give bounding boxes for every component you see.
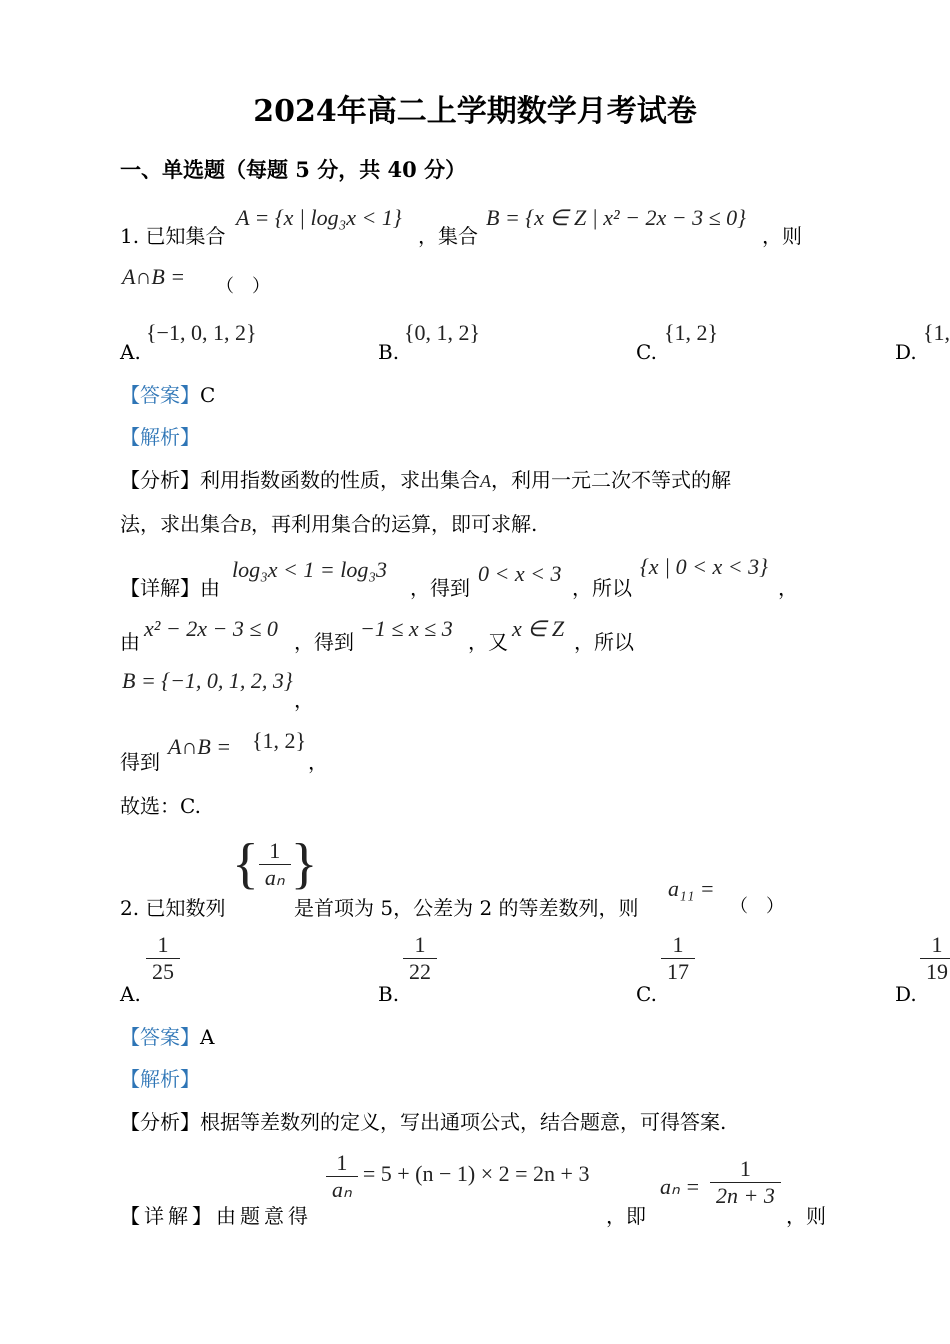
q2-option-d-value: $\frac{1}{19}$ <box>920 932 950 985</box>
q1-fenxi-line1: 【分析】利用指数函数的性质，求出集合A，利用一元二次不等式的解 <box>120 468 731 492</box>
q1-intersection: A∩B = <box>122 264 186 289</box>
q2-option-a-value: $\frac{1}{25}$ <box>146 932 180 985</box>
q1-answer: C <box>200 383 216 407</box>
q1-prefix: 1. 已知集合 <box>120 224 226 248</box>
q1-detail-formula-1: log₃x < 1 = log₃3 <box>232 557 387 582</box>
q2-detail-text-ze: ，则 <box>786 1204 826 1228</box>
q2-option-c-label: C. <box>636 982 657 1006</box>
q1-detail-text-5: ，又 <box>468 630 508 654</box>
q1-detail-text-1: ，得到 <box>410 576 470 600</box>
q2-target: a₁₁ = <box>668 876 715 901</box>
q1-option-c-label: C. <box>636 340 657 364</box>
q1-paren: （ ） <box>216 276 270 297</box>
q1-detail-formula-6: x ∈ Z <box>512 616 565 641</box>
q1-option-a-label: A. <box>120 340 141 364</box>
q1-set-a: A = {x | log₃x < 1} <box>236 205 402 230</box>
q2-mid: 是首项为 5，公差为 2 的等差数列，则 <box>294 896 639 920</box>
q1-detail-line1: 【详解】由 <box>120 576 220 600</box>
q1-answer-tag: 【答案】 <box>120 383 200 407</box>
q1-detail-text-8: 得到 <box>120 750 160 774</box>
q1-detail-formula-3: {x | 0 < x < 3} <box>640 554 768 579</box>
q1-detail-formula-9: {1, 2} <box>252 728 307 753</box>
q1-detail-text-7: ， <box>294 688 314 712</box>
q1-detail-text-2: ，所以 <box>572 576 632 600</box>
q2-detail-lead: 【详解】由题意得 <box>120 1204 312 1228</box>
page-title: 2024年高二上学期数学月考试卷 <box>253 94 697 129</box>
q2-option-c-value: $\frac{1}{17}$ <box>661 932 695 985</box>
q1-fenxi-line2: 法，求出集合B，再利用集合的运算，即可求解. <box>120 512 538 536</box>
section-heading: 一、单选题（每题 5 分，共 40 分） <box>120 157 467 182</box>
q1-set-b: B = {x ∈ Z | x² − 2x − 3 ≤ 0} <box>486 205 746 230</box>
q2-option-d-label: D. <box>895 982 917 1006</box>
q1-option-a-value: {−1, 0, 1, 2} <box>146 320 257 345</box>
q1-analysis-tag: 【解析】 <box>120 425 200 449</box>
q2-detail-an-lhs: aₙ = <box>660 1174 701 1199</box>
q2-answer: A <box>200 1025 215 1049</box>
q1-detail-text-9: ， <box>308 750 328 774</box>
q1-detail-formula-8: A∩B = <box>168 734 232 759</box>
q2-detail-text-ji: ，即 <box>606 1204 646 1228</box>
q2-prefix: 2. 已知数列 <box>120 896 226 920</box>
q2-fenxi: 【分析】根据等差数列的定义，写出通项公式，结合题意，可得答案. <box>120 1110 727 1134</box>
q1-detail-line2-you: 由 <box>120 630 140 654</box>
q2-option-b-label: B. <box>378 982 400 1006</box>
q2-answer-tag: 【答案】 <box>120 1025 200 1049</box>
q1-detail-text-3: ， <box>778 576 798 600</box>
q2-detail-equation: $\frac{1}{\text{aₙ}}$ = 5 + (n − 1) × 2 = 2n + 3 <box>326 1150 589 1203</box>
q1-detail-formula-2: 0 < x < 3 <box>478 561 562 586</box>
q1-end: ，则 <box>762 224 802 248</box>
q2-analysis-tag: 【解析】 <box>120 1067 200 1091</box>
q1-detail-formula-5: −1 ≤ x ≤ 3 <box>360 616 453 641</box>
q1-mid: ，集合 <box>418 224 478 248</box>
q1-detail-formula-7: B = {−1, 0, 1, 2, 3} <box>122 668 293 693</box>
q1-option-d-label: D. <box>895 340 917 364</box>
q1-option-b-value: {0, 1, 2} <box>404 320 481 345</box>
q1-option-c-value: {1, 2} <box>664 320 719 345</box>
q1-option-d-value: {1, <box>923 320 950 345</box>
q2-sequence-expr: { $\frac{1}{\text{aₙ}}$ } <box>232 833 318 895</box>
q2-paren: （ ） <box>730 896 784 917</box>
q1-detail-text-6: ，所以 <box>574 630 634 654</box>
q2-option-a-label: A. <box>120 982 141 1006</box>
q2-detail-an-frac: $\frac{1}{2n + 3}$ <box>710 1156 781 1209</box>
q1-choose: 故选：C. <box>120 794 201 818</box>
q2-option-b-value: $\frac{1}{22}$ <box>403 932 437 985</box>
q1-detail-text-4: ，得到 <box>294 630 354 654</box>
q1-detail-formula-4: x² − 2x − 3 ≤ 0 <box>144 616 278 641</box>
q1-option-b-label: B. <box>378 340 400 364</box>
